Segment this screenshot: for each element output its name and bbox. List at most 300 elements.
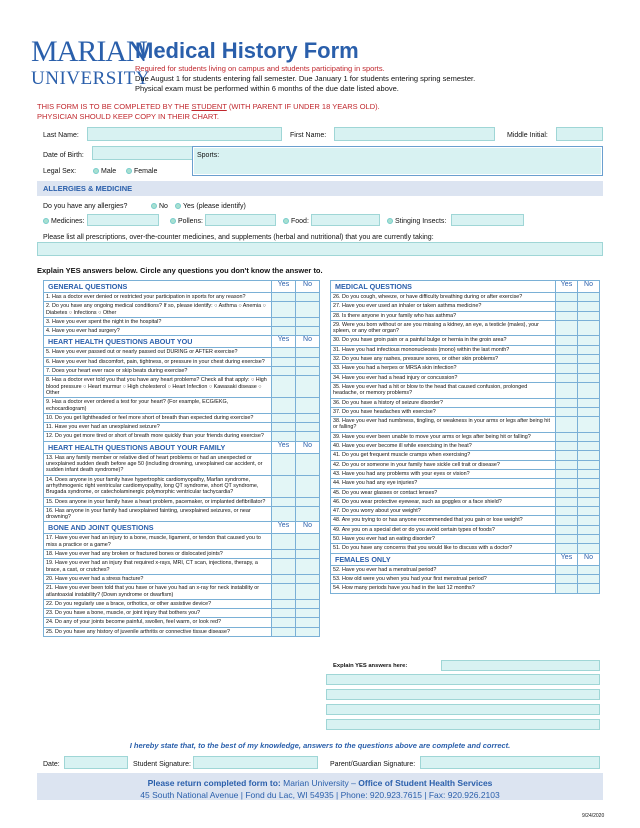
question-text: 43. Have you had any problems with your eyes or vision? — [331, 469, 556, 478]
medications-list-input[interactable] — [37, 242, 603, 256]
question-row — [44, 599, 320, 608]
yes-answer-box[interactable] — [272, 302, 296, 318]
question-row — [331, 507, 600, 516]
logo-marian: MARIAN — [31, 35, 147, 68]
last-name-label: Last Name: — [43, 132, 79, 139]
no-answer-box[interactable] — [578, 432, 600, 441]
yes-answer-box[interactable] — [556, 544, 578, 553]
no-column-header: No — [296, 336, 320, 348]
no-answer-box[interactable] — [578, 544, 600, 553]
question-row — [44, 550, 320, 559]
allergies-header: ALLERGIES & MEDICINE — [37, 181, 603, 196]
yes-answer-box[interactable] — [272, 584, 296, 600]
yes-answer-box[interactable] — [272, 348, 296, 357]
no-column-header: No — [578, 281, 600, 293]
no-answer-box[interactable] — [578, 507, 600, 516]
yes-answer-box[interactable] — [556, 373, 578, 382]
question-row — [331, 460, 600, 469]
dob-label: Date of Birth: — [43, 152, 84, 159]
explain-line-1[interactable] — [441, 660, 600, 671]
question-text: 24. Do any of your joints become painful, swollen, feel warm, or look red? — [44, 618, 272, 627]
no-answer-box[interactable] — [578, 336, 600, 345]
question-text: 28. Is there anyone in your family who has asthma? — [331, 311, 556, 320]
explain-line-3[interactable] — [326, 689, 600, 700]
yes-answer-box[interactable] — [272, 550, 296, 559]
question-text: 35. Have you ever had a hit or blow to the head that caused confusion, prolonged headache, or memory problems? — [331, 382, 556, 398]
required-note: Required for students living on campus and students participating in sports. — [135, 64, 385, 73]
question-row — [331, 516, 600, 525]
question-text: 23. Do you have a bone, muscle, or joint injury that bothers you? — [44, 609, 272, 618]
first-name-input[interactable] — [334, 127, 495, 141]
no-answer-box[interactable] — [296, 453, 320, 475]
warn-pre: THIS FORM IS TO BE COMPLETED BY THE — [37, 102, 192, 111]
no-answer-box[interactable] — [296, 618, 320, 627]
question-row — [331, 525, 600, 534]
no-answer-box[interactable] — [296, 413, 320, 422]
no-answer-box[interactable] — [296, 475, 320, 497]
yes-answer-box[interactable] — [556, 507, 578, 516]
question-row — [331, 535, 600, 544]
question-text: 10. Do you get lightheaded or feel more short of breath than expected during exercise? — [44, 413, 272, 422]
question-row — [44, 627, 320, 636]
male-label: Male — [101, 168, 117, 175]
section-title: BONE AND JOINT QUESTIONS — [44, 522, 272, 534]
female-label: Female — [134, 168, 158, 175]
section-title: HEART HEALTH QUESTIONS ABOUT YOU — [44, 336, 272, 348]
pollens-label: Pollens: — [178, 218, 203, 225]
no-answer-box[interactable] — [578, 311, 600, 320]
no-answer-box[interactable] — [296, 559, 320, 575]
right-section-header — [331, 281, 600, 293]
version-date: 9/24/2020 — [582, 813, 605, 819]
question-row — [44, 453, 320, 475]
medicines-label: Medicines: — [51, 218, 85, 225]
question-text: 8. Has a doctor ever told you that you have any heart problems? Check all that apply: ○ High blood pressure ○ Heart murmur ○ High cholesterol ○ Heart Infection ○ Kawasaki disease ○ Other — [44, 376, 272, 398]
left-section-header — [44, 522, 320, 534]
question-row — [331, 497, 600, 506]
yes-answer-box[interactable] — [272, 413, 296, 422]
question-row — [331, 302, 600, 311]
question-row — [331, 544, 600, 553]
no-answer-box[interactable] — [296, 327, 320, 336]
question-text: 22. Do you regularly use a brace, orthotics, or other assistive device? — [44, 599, 272, 608]
yes-answer-box[interactable] — [556, 320, 578, 336]
no-answer-box[interactable] — [578, 345, 600, 354]
yes-answer-box[interactable] — [272, 398, 296, 414]
right-questions-table — [330, 280, 600, 594]
allergy-no-option[interactable] — [151, 203, 168, 210]
question-text: 20. Have you ever had a stress fracture? — [44, 574, 272, 583]
question-row — [44, 534, 320, 550]
yes-answer-box[interactable] — [556, 345, 578, 354]
no-answer-box[interactable] — [578, 364, 600, 373]
left-questions-table — [43, 280, 320, 637]
question-text: 27. Have you ever used an inhaler or taken asthma medicine? — [331, 302, 556, 311]
first-name-label: First Name: — [290, 132, 327, 139]
allergy-question: Do you have any allergies? — [43, 203, 128, 210]
last-name-input[interactable] — [87, 127, 282, 141]
yes-answer-box[interactable] — [556, 535, 578, 544]
medications-list-label: Please list all prescriptions, over-the-counter medicines, and supplements (herbal and nutritional) that you are currently taking: — [43, 234, 434, 241]
question-text: 38. Have you ever had numbness, tingling, or weakness in your arms or legs after being hit or falling? — [331, 417, 556, 433]
question-row — [331, 479, 600, 488]
question-row — [44, 584, 320, 600]
no-answer-box[interactable] — [578, 525, 600, 534]
question-row — [331, 382, 600, 398]
warning-line-1 — [37, 102, 380, 112]
due-line-1: Due August 1 for students entering fall semester. Due January 1 for students entering spring semester. — [135, 74, 476, 83]
question-row — [331, 345, 600, 354]
allergy-no-label: No — [159, 203, 168, 210]
yes-answer-box[interactable] — [556, 516, 578, 525]
question-text: 42. Do you or someone in your family have sickle cell trait or disease? — [331, 460, 556, 469]
question-text: 6. Have you ever had discomfort, pain, tightness, or pressure in your chest during exercise? — [44, 357, 272, 366]
explain-line-2[interactable] — [326, 674, 600, 685]
no-answer-box[interactable] — [296, 317, 320, 326]
parent-signature-label: Parent/Guardian Signature: — [330, 761, 416, 768]
middle-initial-label: Middle Initial: — [507, 132, 548, 139]
question-row — [44, 327, 320, 336]
question-text: 16. Has anyone in your family had unexplained fainting, unexplained seizures, or near drowning? — [44, 506, 272, 522]
question-row — [44, 475, 320, 497]
yes-answer-box[interactable] — [556, 432, 578, 441]
yes-answer-box[interactable] — [272, 559, 296, 575]
parent-signature-input[interactable] — [420, 756, 600, 769]
yes-answer-box[interactable] — [556, 479, 578, 488]
yes-answer-box[interactable] — [556, 382, 578, 398]
question-text: 21. Have you ever been told that you have or have you had an x-ray for neck instability or atlantoaxial instability? (Down syndrome or dwarfism) — [44, 584, 272, 600]
stinging-checkbox-icon — [387, 218, 393, 224]
no-column-header: No — [578, 553, 600, 565]
question-text: 45. Do you wear glasses or contact lenses? — [331, 488, 556, 497]
question-row — [44, 497, 320, 506]
no-answer-box[interactable] — [578, 535, 600, 544]
yes-answer-box[interactable] — [556, 302, 578, 311]
no-answer-box[interactable] — [296, 550, 320, 559]
question-text: 4. Have you ever had surgery? — [44, 327, 272, 336]
footer-address: 45 South National Avenue | Fond du Lac, WI 54935 | Phone: 920.923.7615 | Fax: 920.926.2103 — [140, 790, 500, 800]
question-row — [331, 407, 600, 416]
question-text: 15. Does anyone in your family have a heart problem, pacemaker, or implanted defibrillator? — [44, 497, 272, 506]
question-row — [44, 609, 320, 618]
question-text: 29. Were you born without or are you missing a kidney, an eye, a testicle (males), your spleen, or any other organ? — [331, 320, 556, 336]
question-row — [331, 584, 600, 593]
question-text: 53. How old were you when you had your first menstrual period? — [331, 574, 556, 583]
question-text: 33. Have you had a herpes or MRSA skin infection? — [331, 364, 556, 373]
yes-answer-box[interactable] — [272, 423, 296, 432]
yes-answer-box[interactable] — [556, 417, 578, 433]
yes-column-header: Yes — [556, 281, 578, 293]
section-title: GENERAL QUESTIONS — [44, 281, 272, 293]
explain-here-label: Explain YES answers here: — [333, 663, 408, 669]
question-text: 17. Have you ever had an injury to a bone, muscle, ligament, or tendon that caused you to miss a practice or a game? — [44, 534, 272, 550]
question-text: 41. Do you get frequent muscle cramps when exercising? — [331, 451, 556, 460]
question-row — [44, 348, 320, 357]
food-option[interactable] — [283, 218, 309, 225]
no-answer-box[interactable] — [578, 302, 600, 311]
no-answer-box[interactable] — [578, 584, 600, 593]
page-title: Medical History Form — [135, 38, 359, 63]
question-text: 46. Do you wear protective eyewear, such as goggles or a face shield? — [331, 497, 556, 506]
yes-answer-box[interactable] — [272, 432, 296, 441]
question-row — [331, 432, 600, 441]
yes-answer-box[interactable] — [556, 525, 578, 534]
question-text: 39. Have you ever been unable to move your arms or legs after being hit or falling? — [331, 432, 556, 441]
question-text: 40. Have you ever become ill while exercising in the heat? — [331, 442, 556, 451]
question-row — [44, 432, 320, 441]
question-text: 2. Do you have any ongoing medical conditions? If so, please identify: ○ Asthma ○ Anemia ○ Diabetes ○ Infections ○ Other — [44, 302, 272, 318]
no-answer-box[interactable] — [578, 497, 600, 506]
yes-answer-box[interactable] — [556, 584, 578, 593]
question-text: 36. Do you have a history of seizure disorder? — [331, 398, 556, 407]
yes-answer-box[interactable] — [556, 293, 578, 302]
question-text: 47. Do you worry about your weight? — [331, 507, 556, 516]
yes-answer-box[interactable] — [272, 367, 296, 376]
no-answer-box[interactable] — [578, 479, 600, 488]
no-answer-box[interactable] — [578, 574, 600, 583]
yes-answer-box[interactable] — [272, 627, 296, 636]
question-text: 49. Are you on a special diet or do you avoid certain types of foods? — [331, 525, 556, 534]
question-row — [44, 357, 320, 366]
yes-answer-box[interactable] — [272, 599, 296, 608]
dob-input[interactable] — [92, 146, 204, 160]
no-column-header: No — [296, 281, 320, 293]
yes-answer-box[interactable] — [272, 317, 296, 326]
yes-answer-box[interactable] — [556, 460, 578, 469]
yes-answer-box[interactable] — [272, 618, 296, 627]
no-answer-box[interactable] — [578, 565, 600, 574]
stinging-label: Stinging Insects: — [395, 218, 447, 225]
date-input[interactable] — [64, 756, 128, 769]
yes-column-header: Yes — [556, 553, 578, 565]
explain-line-4[interactable] — [326, 704, 600, 715]
question-row — [331, 565, 600, 574]
question-row — [331, 336, 600, 345]
question-row — [44, 302, 320, 318]
yes-column-header: Yes — [272, 522, 296, 534]
question-text: 48. Are you trying to or has anyone recommended that you gain or lose weight? — [331, 516, 556, 525]
section-title: HEART HEALTH QUESTIONS ABOUT YOUR FAMILY — [44, 441, 272, 453]
question-text: 26. Do you cough, wheeze, or have difficulty breathing during or after exercise? — [331, 293, 556, 302]
no-answer-box[interactable] — [296, 423, 320, 432]
pollens-checkbox-icon — [170, 218, 176, 224]
left-section-header — [44, 441, 320, 453]
question-row — [331, 364, 600, 373]
question-text: 37. Do you have headaches with exercise? — [331, 407, 556, 416]
question-row — [331, 355, 600, 364]
no-answer-box[interactable] — [578, 488, 600, 497]
question-row — [331, 293, 600, 302]
yes-column-header: Yes — [272, 281, 296, 293]
yes-answer-box[interactable] — [556, 442, 578, 451]
yes-answer-box[interactable] — [556, 407, 578, 416]
no-answer-box[interactable] — [578, 293, 600, 302]
yes-answer-box[interactable] — [272, 453, 296, 475]
food-label: Food: — [291, 218, 309, 225]
warn-student: STUDENT — [191, 102, 227, 111]
no-answer-box[interactable] — [578, 355, 600, 364]
question-row — [331, 488, 600, 497]
question-text: 14. Does anyone in your family have hypertrophic cardiomyopathy, Marfan syndrome, arrhythmogenic right ventricular cardiomyopathy, long QT syndrome, short QT syndrome, Brugada syndrome, or catecholaminergic polymorphic ventricular tachycardia? — [44, 475, 272, 497]
question-text: 34. Have you ever had a head injury or concussion? — [331, 373, 556, 382]
yes-answer-box[interactable] — [272, 475, 296, 497]
question-row — [44, 317, 320, 326]
yes-answer-box[interactable] — [272, 609, 296, 618]
question-text: 3. Have you ever spent the night in the hospital? — [44, 317, 272, 326]
no-answer-box[interactable] — [578, 320, 600, 336]
question-row — [331, 398, 600, 407]
stinging-input[interactable] — [451, 214, 524, 226]
yes-answer-box[interactable] — [556, 469, 578, 478]
allergy-yes-label: Yes (please identify) — [183, 203, 246, 210]
warning-line-2: PHYSICIAN SHOULD KEEP COPY IN THEIR CHART. — [37, 111, 219, 121]
yes-answer-box[interactable] — [556, 565, 578, 574]
footer-return-mid: Marian University – — [283, 778, 356, 788]
question-row — [44, 367, 320, 376]
question-row — [44, 423, 320, 432]
yes-answer-box[interactable] — [272, 497, 296, 506]
yes-answer-box[interactable] — [272, 293, 296, 302]
question-text: 9. Has a doctor ever ordered a test for your heart? (For example, ECG/EKG, echocardiogram) — [44, 398, 272, 414]
no-answer-box[interactable] — [296, 534, 320, 550]
no-answer-box[interactable] — [296, 497, 320, 506]
medicines-input[interactable] — [87, 214, 159, 226]
student-signature-input[interactable] — [193, 756, 318, 769]
explain-line-5[interactable] — [326, 719, 600, 730]
question-row — [331, 417, 600, 433]
question-row — [44, 574, 320, 583]
no-answer-box[interactable] — [578, 373, 600, 382]
question-row — [331, 451, 600, 460]
question-row — [331, 469, 600, 478]
no-answer-box[interactable] — [296, 599, 320, 608]
medicines-checkbox-icon — [43, 218, 49, 224]
no-answer-box[interactable] — [296, 348, 320, 357]
sports-input[interactable] — [194, 148, 601, 174]
explain-instruction: Explain YES answers below. Circle any questions you don't know the answer to. — [37, 266, 323, 275]
sex-female-option[interactable] — [126, 168, 157, 175]
legal-sex-label: Legal Sex: — [43, 168, 77, 175]
yes-answer-box[interactable] — [556, 497, 578, 506]
no-answer-box[interactable] — [296, 376, 320, 398]
no-answer-box[interactable] — [578, 460, 600, 469]
footer-office: Office of Student Health Services — [358, 778, 493, 788]
question-text: 30. Do you have groin pain or a painful bulge or hernia in the groin area? — [331, 336, 556, 345]
yes-answer-box[interactable] — [272, 376, 296, 398]
warn-post: (WITH PARENT IF UNDER 18 YEARS OLD). — [226, 102, 380, 111]
no-answer-box[interactable] — [296, 398, 320, 414]
question-row — [44, 398, 320, 414]
yes-answer-box[interactable] — [556, 488, 578, 497]
yes-answer-box[interactable] — [272, 506, 296, 522]
yes-answer-box[interactable] — [556, 364, 578, 373]
medicines-option[interactable] — [43, 218, 84, 225]
no-answer-box[interactable] — [296, 584, 320, 600]
yes-answer-box[interactable] — [272, 574, 296, 583]
sports-label: Sports: — [197, 152, 220, 159]
yes-answer-box[interactable] — [556, 574, 578, 583]
yes-answer-box[interactable] — [556, 355, 578, 364]
no-checkbox-icon — [151, 203, 157, 209]
no-answer-box[interactable] — [578, 417, 600, 433]
left-section-header — [44, 336, 320, 348]
no-answer-box[interactable] — [578, 451, 600, 460]
no-answer-box[interactable] — [296, 609, 320, 618]
no-answer-box[interactable] — [296, 293, 320, 302]
question-text: 51. Do you have any concerns that you would like to discuss with a doctor? — [331, 544, 556, 553]
no-answer-box[interactable] — [296, 432, 320, 441]
yes-answer-box[interactable] — [556, 451, 578, 460]
right-section-header — [331, 553, 600, 565]
yes-answer-box[interactable] — [556, 398, 578, 407]
no-answer-box[interactable] — [578, 382, 600, 398]
middle-initial-input[interactable] — [556, 127, 603, 141]
allergy-yes-option[interactable] — [175, 203, 246, 210]
question-text: 31. Have you had infectious mononucleosis (mono) within the last month? — [331, 345, 556, 354]
no-answer-box[interactable] — [578, 398, 600, 407]
no-answer-box[interactable] — [296, 627, 320, 636]
no-answer-box[interactable] — [296, 367, 320, 376]
question-row — [44, 618, 320, 627]
no-answer-box[interactable] — [296, 506, 320, 522]
question-text: 5. Have you ever passed out or nearly passed out DURING or AFTER exercise? — [44, 348, 272, 357]
yes-column-header: Yes — [272, 336, 296, 348]
question-text: 50. Have you ever had an eating disorder? — [331, 535, 556, 544]
food-input[interactable] — [311, 214, 380, 226]
question-text: 7. Does your heart ever race or skip beats during exercise? — [44, 367, 272, 376]
question-row — [331, 311, 600, 320]
student-signature-label: Student Signature: — [133, 761, 191, 768]
left-section-header — [44, 281, 320, 293]
section-title: MEDICAL QUESTIONS — [331, 281, 556, 293]
yes-answer-box[interactable] — [556, 336, 578, 345]
no-answer-box[interactable] — [578, 516, 600, 525]
due-line-2: Physical exam must be performed within 6 months of the due date listed above. — [135, 83, 399, 93]
question-row — [44, 293, 320, 302]
female-radio-icon — [126, 168, 132, 174]
no-answer-box[interactable] — [578, 407, 600, 416]
no-answer-box[interactable] — [296, 302, 320, 318]
pollens-input[interactable] — [205, 214, 276, 226]
question-row — [331, 574, 600, 583]
pollens-option[interactable] — [170, 218, 203, 225]
no-answer-box[interactable] — [296, 357, 320, 366]
no-answer-box[interactable] — [578, 469, 600, 478]
question-row — [44, 559, 320, 575]
no-column-header: No — [296, 522, 320, 534]
question-text: 25. Do you have any history of juvenile arthritis or connective tissue disease? — [44, 627, 272, 636]
question-row — [44, 413, 320, 422]
no-answer-box[interactable] — [578, 442, 600, 451]
no-answer-box[interactable] — [296, 574, 320, 583]
question-text: 32. Do you have any rashes, pressure sores, or other skin problems? — [331, 355, 556, 364]
yes-answer-box[interactable] — [272, 327, 296, 336]
yes-answer-box[interactable] — [272, 357, 296, 366]
male-radio-icon — [93, 168, 99, 174]
yes-column-header: Yes — [272, 441, 296, 453]
attestation-statement: I hereby state that, to the best of my knowledge, answers to the questions above are complete and correct. — [129, 741, 511, 750]
footer-return — [0, 778, 640, 788]
no-column-header: No — [296, 441, 320, 453]
sex-male-option[interactable] — [93, 168, 116, 175]
question-row — [331, 373, 600, 382]
stinging-option[interactable] — [387, 218, 446, 225]
question-row — [44, 506, 320, 522]
section-title: FEMALES ONLY — [331, 553, 556, 565]
question-text: 18. Have you ever had any broken or fractured bones or dislocated joints? — [44, 550, 272, 559]
yes-answer-box[interactable] — [556, 311, 578, 320]
yes-answer-box[interactable] — [272, 534, 296, 550]
